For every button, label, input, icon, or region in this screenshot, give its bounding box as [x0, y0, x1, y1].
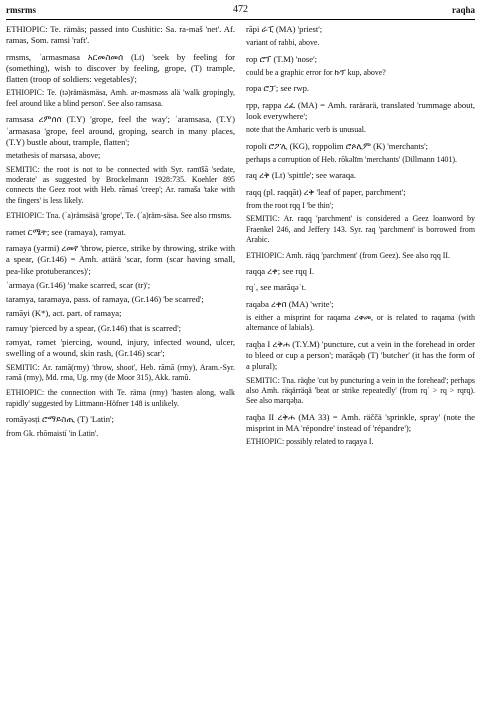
entry-note: from Gk. rhōmaistí 'in Latin'.: [6, 428, 99, 438]
page-number: 472: [233, 4, 248, 15]
entry-rapi: rāpi ራፒ (MA) 'priest';: [246, 24, 323, 34]
entry-semitic-note: SEMITIC: Ar. raqq 'parchment' is considered a Geez loanword by Fraenkel 246, and Jeffery 143. Syr. raq 'parchment' is borrowed from Arabic.: [246, 214, 475, 245]
entry-rpp: rpp, rappa ረፈ (MA) = Amh. rarärarä, translated 'rummage about, look everywhere';: [246, 99, 475, 121]
entry-raqha-1: raqḥa I ረቅሐ (T.Y.M) 'puncture, cut a vein in the forehead in order to bleed or cup a person'; marāqəḥ (T) 'butcher' (it has the form of a plural);: [246, 338, 475, 372]
entry-ropa: ropa ሮፓ; see rwp.: [246, 83, 310, 94]
entry-armaya: ʾarmaya (Gr.146) 'make scarred, scar (tr)';: [6, 279, 151, 290]
entry-ethiopic-note: ETHIOPIC: possibly related to raqaya I.: [246, 437, 374, 447]
entry-note: note that the Amharic verb is unusual.: [246, 125, 366, 135]
entry-rmsms: rmsms, ʾarmasmasa አርመስመሰ (Lt) 'seek by feeling for (something), wish to discover by feeling, grope, (T) trample, flatten (troop of soldiers: vegetables)';: [6, 51, 235, 85]
right-column: [246, 24, 475, 453]
entry-ethiopic-note: ETHIOPIC: the connection with Te. räma (rmy) 'hasten along, walk rapidly' suggested by Littmann-Höfner 148 is unlikely.: [6, 388, 235, 408]
entry-raqq: raqq (pl. raqqāt) ረቅ 'leaf of paper, parchment';: [246, 186, 406, 197]
entry-ethiopic-note: ETHIOPIC: Te. rämäs; passed into Cushitic: Sa. ra-maš 'net'. Af. ramas, Som. ramsi 'raft'.: [6, 24, 235, 46]
entry-romayesti: romāyəsṭi ሮማይስጢ (T) 'Latin';: [6, 414, 114, 425]
entry-remyat: rəmyat, rəmet 'piercing, wound, injury, infected wound, ulcer, swelling of a wound, skin rash, (Gr.146) scar';: [6, 337, 235, 359]
entry-semitic-note: SEMITIC: the root is not to be connected with Syr. rəmīšā 'sedate, moderate' as suggested by Brockelmann 1928:735. Koehler 895 connects the Geez root with Heb. rāmaś 'creep'; Ar. ramaša 'take with the fingers' is less likely.: [6, 164, 235, 205]
entry-ethiopic-note: ETHIOPIC: Amh. räqq 'parchment' (from Geez). See also rqq II.: [246, 250, 450, 260]
entry-ramayi: ramāyi (K*), act. part. of ramaya;: [6, 308, 122, 319]
entry-raqaba: raqaba ረቀበ (MA) 'write';: [246, 298, 334, 309]
entry-ramaya: ramaya (yərmi) ረመየ 'throw, pierce, strike by throwing, strike with a spear, (Gr.146) = Amh. attärä 'scar, form (scar having small, pea-like protuberances)';: [6, 242, 235, 276]
header-rule: [6, 19, 475, 20]
entry-raqha-2: raqḥa II ረቅሐ (MA 33) = Amh. räččä 'sprinkle, spray' (note the misprint in MA 'répondre' instead of 'répandre');: [246, 411, 475, 434]
running-head-right: raqha: [451, 5, 475, 15]
entry-remet: rəmet ርሜት; see (ramaya), rəmyat.: [6, 226, 126, 237]
entry-semitic-note: SEMITIC: Ar. ramā(rmy) 'throw, shoot', Heb. rāmā (rmy), Aram.-Syr. rəmā (rmy), Md. rma, Ug. rmy (de Moor 315), Akk. ramû.: [6, 362, 235, 382]
left-column: [6, 24, 235, 444]
entry-ethiopic-note: ETHIOPIC: Tna. (ʾa)rämsäsä 'grope', Te. (ʾa)räm-säsa. See also rmsms.: [6, 211, 232, 221]
entry-ramsasa: ramsasa ረምሰሰ (T.Y) 'grope, feel the way'; ʾaramsasa, (T.Y) ʾarmasasa 'grope, feel around, groping, search in many places, (T.Y) bustle about, trample, flatten';: [6, 114, 235, 147]
entry-note: from the root rqq I 'be thin';: [246, 201, 334, 210]
running-head-left: rmsrms: [6, 5, 36, 15]
entry-ethiopic-note: ETHIOPIC: Te. (tə)rämäsmäsa, Amh. ər-məsməss alä 'walk gropingly, feel around like a blind person'. See also ramsasa.: [6, 88, 235, 108]
entry-note: variant of rabbi, above.: [246, 38, 320, 48]
entry-note: perhaps a corruption of Heb. rōkəlīm 'merchants' (Dillmann 1401).: [246, 155, 458, 164]
entry-note: metathesis of marsasa, above;: [6, 151, 101, 161]
entry-ramuy: ramuy 'pierced by a spear, (Gr.146) that is scarred';: [6, 322, 182, 333]
entry-note: is either a misprint for raqama ረቀመ, or is related to raqama (with alternance of labials).: [246, 312, 475, 333]
entry-semitic-note: SEMITIC: Tna. räqḥe 'cut by puncturing a vein in the forehead'; perhaps also Amh. räqärräqä 'beat or strike repeatedly' (from rqʿ > rq > rqrq). See also marqəḥa.: [246, 375, 475, 406]
entry-raq: raq ረቅ (Lt) 'spittle'; see waraqa.: [246, 170, 357, 181]
entry-rq: rqʿ, see marāqəʿt.: [246, 282, 307, 293]
entry-ropoli: ropoli ሮፖሊ (KG), roppolim ሮጶሊም (K) 'merchants';: [246, 140, 429, 151]
entry-note: could be a graphic error for ኩፕ kup, above?: [246, 68, 386, 77]
entry-rop: rop ሮፕ (T.M) 'nose';: [246, 53, 318, 64]
entry-taramya: taramya, taramaya, pass. of ramaya, (Gr.146) 'be scarred';: [6, 294, 204, 305]
page-header: [6, 5, 475, 19]
entry-raqqa: raqqa ረቀ; see rqq I.: [246, 266, 315, 277]
